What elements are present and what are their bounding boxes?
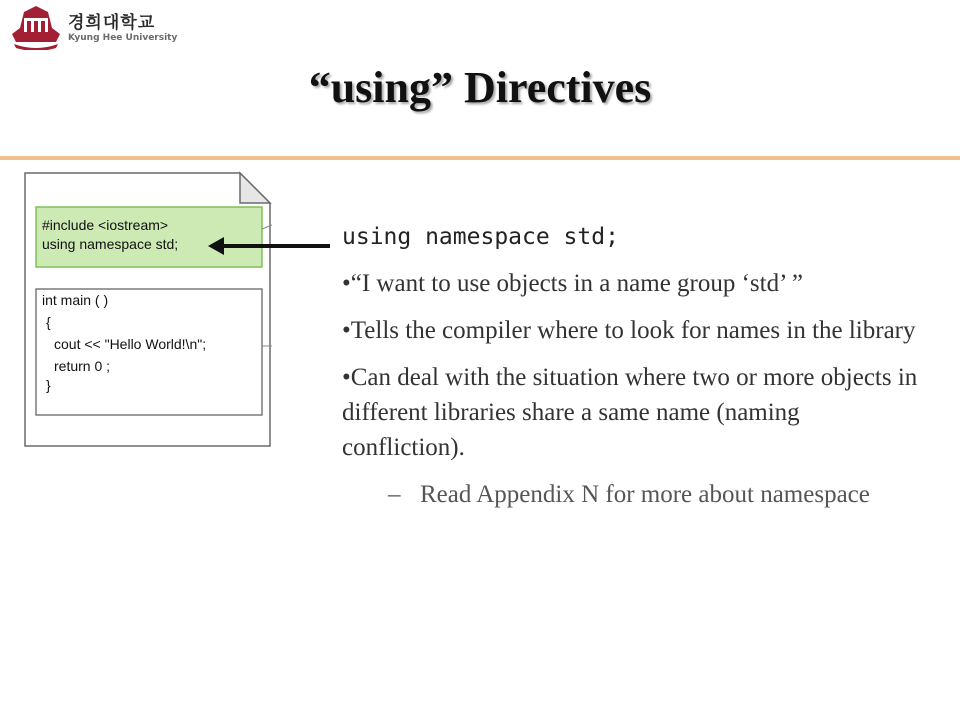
bullet-use-objects: •“I want to use objects in a name group ‘std’ ”	[342, 270, 803, 297]
logo-english-name: Kyung Hee University	[68, 33, 178, 43]
code-include-line: #include <iostream>	[42, 217, 169, 233]
source-file-diagram	[0, 160, 340, 460]
university-logo	[10, 4, 178, 50]
code-cout-line: cout << "Hello World!\n";	[54, 336, 207, 352]
sub-bullet-text: Read Appendix N for more about namespace	[420, 481, 870, 508]
university-emblem-icon	[10, 4, 62, 50]
bullet-compiler-lookup: •Tells the compiler where to look for names in the library	[342, 317, 916, 344]
sub-bullet-dash: –	[388, 481, 401, 508]
code-return-line: return 0 ;	[54, 358, 111, 374]
sub-bullet-appendix	[342, 477, 922, 512]
using-statement-heading: using namespace std;	[342, 224, 619, 250]
code-using-line: using namespace std;	[42, 236, 179, 252]
bullet-naming-confliction: •Can deal with the situation where two or more objects in different libraries share a same name (naming confliction).	[342, 364, 918, 461]
slide-content	[342, 224, 922, 512]
logo-korean-name: 경희대학교	[68, 13, 156, 33]
code-main-line: int main ( )	[42, 292, 109, 308]
code-close-brace: }	[46, 377, 51, 393]
slide-title: “using” Directives	[308, 63, 652, 112]
code-open-brace: {	[46, 314, 51, 330]
